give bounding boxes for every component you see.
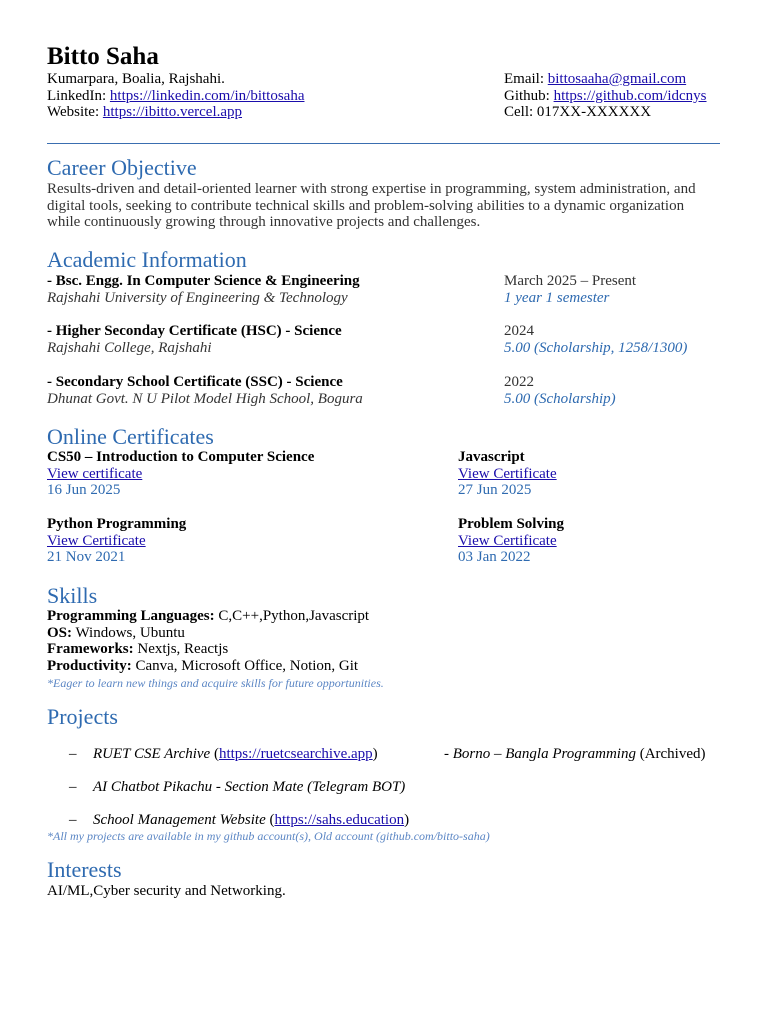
website-link[interactable]: https://ibitto.vercel.app xyxy=(102,104,243,121)
skill-line xyxy=(47,625,384,642)
project-link[interactable]: https://sahs.education xyxy=(274,812,405,828)
resume-name: Bitto Saha xyxy=(47,43,159,70)
linkedin-label: LinkedIn: xyxy=(47,87,107,104)
project-item: RUET CSE Archive (https://ruetcsearchive.app) xyxy=(93,746,378,762)
section-heading-projects: Projects xyxy=(47,704,118,729)
skill-line xyxy=(47,641,384,658)
certificate-title: Python Programming xyxy=(47,516,187,532)
degree: - Higher Seconday Certificate (HSC) - Science xyxy=(47,323,342,339)
degree: - Bsc. Engg. In Computer Science & Engineering xyxy=(47,273,360,289)
linkedin-link[interactable]: https://linkedin.com/in/bittosaha xyxy=(109,87,305,104)
skill-value: Nextjs, Reactjs xyxy=(133,641,229,658)
section-heading-objective: Career Objective xyxy=(47,155,197,180)
certificate-date: 21 Nov 2021 xyxy=(47,549,126,566)
project-item: School Management Website (https://sahs.education) xyxy=(93,812,410,828)
skill-label: OS: xyxy=(47,624,73,641)
view-certificate-link[interactable]: View Certificate xyxy=(47,532,146,549)
institution: Rajshahi College, Rajshahi xyxy=(47,339,212,356)
contact-left xyxy=(47,71,304,121)
certificate-item xyxy=(47,516,347,566)
project-status: (Archived) xyxy=(639,746,706,762)
email-line xyxy=(504,71,707,88)
academic-item xyxy=(47,374,720,408)
certificate-item xyxy=(458,516,758,566)
academic-item xyxy=(47,323,720,357)
academic-detail: 5.00 (Scholarship, 1258/1300) xyxy=(504,339,688,356)
project-name: School Management Website xyxy=(93,812,266,828)
skills-note: *Eager to learn new things and acquire skills for future opportunities. xyxy=(47,675,384,690)
degree: - Secondary School Certificate (SSC) - Science xyxy=(47,374,343,390)
academic-detail: 5.00 (Scholarship) xyxy=(504,390,616,407)
objective-text: Results-driven and detail-oriented learner with strong expertise in programming, system administration, and digital tools, seeking to contribute technical skills and problem-solving abilities to a dynamic organization while continuously growing through innovative projects and challenges. xyxy=(47,181,696,231)
section-heading-academic: Academic Information xyxy=(47,247,247,272)
linkedin-line xyxy=(47,88,304,105)
certificate-date: 27 Jun 2025 xyxy=(458,482,532,499)
certificate-title: Problem Solving xyxy=(458,516,564,532)
section-heading-interests: Interests xyxy=(47,857,122,882)
address: Kumarpara, Boalia, Rajshahi. xyxy=(47,71,225,87)
certificate-title: CS50 – Introduction to Computer Science xyxy=(47,449,315,465)
skills-list xyxy=(47,608,384,690)
email-label: Email: xyxy=(504,71,544,87)
contact-right xyxy=(504,71,707,121)
skill-line xyxy=(47,608,384,625)
certificate-item xyxy=(47,449,347,499)
academic-detail: 1 year 1 semester xyxy=(504,289,610,306)
certificate-title: Javascript xyxy=(458,449,525,465)
website-line xyxy=(47,104,304,121)
section-heading-certificates: Online Certificates xyxy=(47,424,214,449)
github-label: Github: xyxy=(504,87,550,104)
cell-line: Cell: 017XX-XXXXXX xyxy=(504,104,652,121)
skill-value: Windows, Ubuntu xyxy=(72,624,185,641)
github-link[interactable]: https://github.com/idcnys xyxy=(553,87,707,104)
project-item xyxy=(444,746,706,763)
institution: Rajshahi University of Engineering & Technology xyxy=(47,289,348,306)
view-certificate-link[interactable]: View Certificate xyxy=(458,532,557,549)
institution: Dhunat Govt. N U Pilot Model High School, Bogura xyxy=(47,390,363,407)
bullet-dash: – xyxy=(69,779,77,795)
header-divider xyxy=(47,143,720,144)
project-name: AI Chatbot Pikachu - Section Mate (Telegram BOT) xyxy=(93,779,406,795)
email-link[interactable]: bittosaaha@gmail.com xyxy=(547,71,687,87)
academic-date: 2024 xyxy=(504,323,534,339)
project-link[interactable]: https://ruetcsearchive.app xyxy=(218,746,373,762)
certificate-item xyxy=(458,449,758,499)
certificate-date: 03 Jan 2022 xyxy=(458,549,531,566)
skill-value: C,C++,Python,Javascript xyxy=(214,608,370,624)
interests-text: AI/ML,Cyber security and Networking. xyxy=(47,883,286,899)
academic-item xyxy=(47,273,720,307)
academic-date: 2022 xyxy=(504,374,534,390)
project-name: - Borno – Bangla Programming xyxy=(444,746,636,762)
website-label: Website: xyxy=(47,104,100,121)
skill-label: Productivity: xyxy=(47,658,132,675)
certificate-date: 16 Jun 2025 xyxy=(47,482,121,499)
section-heading-skills: Skills xyxy=(47,583,98,608)
view-certificate-link[interactable]: View certificate xyxy=(47,465,143,482)
bullet-dash: – xyxy=(69,812,77,828)
skill-label: Programming Languages: xyxy=(47,608,215,624)
view-certificate-link[interactable]: View Certificate xyxy=(458,465,557,482)
bullet-dash: – xyxy=(69,746,77,762)
skill-value: Canva, Microsoft Office, Notion, Git xyxy=(131,658,359,675)
projects-note: *All my projects are available in my github account(s), Old account (github.com/bitto-saha) xyxy=(47,829,490,843)
academic-date: March 2025 – Present xyxy=(504,273,637,289)
skill-line xyxy=(47,658,384,675)
skill-label: Frameworks: xyxy=(47,641,134,658)
github-line xyxy=(504,88,707,105)
project-name: RUET CSE Archive xyxy=(93,746,211,762)
